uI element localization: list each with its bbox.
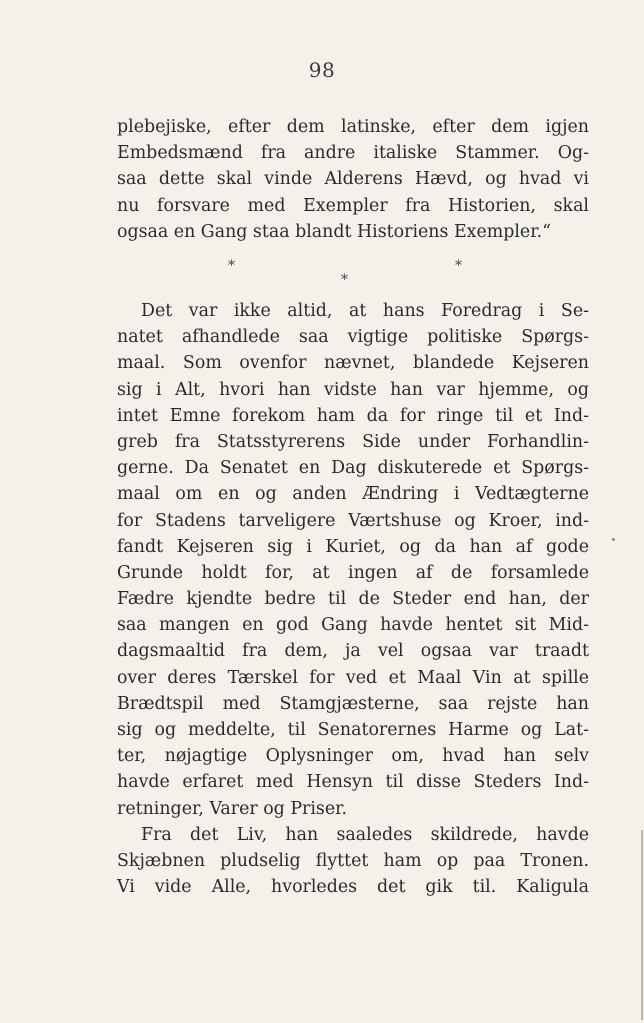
paragraph-continued xyxy=(117,114,589,245)
text-line: Grunde holdt for, at ingen af de forsamlede xyxy=(117,562,589,583)
asterisk-icon: * xyxy=(455,258,462,274)
paragraph-main xyxy=(117,298,589,900)
text-line: greb fra Statsstyrerens Side under Forhandlin- xyxy=(117,431,589,452)
text-line: intet Emne forekom ham da for ringe til et Ind- xyxy=(117,405,589,426)
text-line: ter, nøjagtige Oplysninger om, hvad han selv xyxy=(117,746,589,767)
page-edge-shadow xyxy=(641,830,643,1020)
text-line: Vi vide Alle, hvorledes det gik til. Kaligula xyxy=(117,877,589,898)
text-line: dagsmaaltid fra dem, ja vel ogsaa var traadt xyxy=(117,641,589,662)
text-line: saa dette skal vinde Alderens Hævd, og hvad vi xyxy=(117,169,589,190)
text-line: sig og meddelte, til Senatorernes Harme og Lat- xyxy=(117,720,589,740)
text-line: Fædre kjendte bedre til de Steder end han, der xyxy=(117,589,589,610)
section-separator xyxy=(0,258,644,288)
text-line: saa mangen en god Gang havde hentet sit Mid- xyxy=(117,615,589,636)
text-line: Det var ikke altid, at hans Foredrag i Se- xyxy=(141,301,589,321)
text-line: havde erfaret med Hensyn til disse Steders Ind- xyxy=(117,772,589,793)
asterisk-icon: * xyxy=(341,272,348,288)
paper-speck xyxy=(612,538,615,541)
text-line: sig i Alt, hvori han vidste han var hjemme, og xyxy=(117,379,589,400)
text-line: for Stadens tarveligere Værtshuse og Kroer, ind- xyxy=(117,510,589,531)
text-line: Fra det Liv, han saaledes skildrede, havde xyxy=(141,824,589,845)
text-line: ogsaa en Gang staa blandt Historiens Exempler.“ xyxy=(117,221,552,242)
text-line: Brædtspil med Stamgjæsterne, saa rejste han xyxy=(117,693,589,714)
text-line: gerne. Da Senatet en Dag diskuterede et Spørgs- xyxy=(117,458,589,479)
text-line: fandt Kejseren sig i Kuriet, og da han af gode xyxy=(117,536,589,557)
text-line: nu forsvare med Exempler fra Historien, skal xyxy=(117,195,589,216)
text-line: Embedsmænd fra andre italiske Stammer. Og- xyxy=(117,143,589,164)
text-line: maal om en og anden Ændring i Vedtægterne xyxy=(117,484,589,505)
page-number: 98 xyxy=(308,58,336,82)
text-line: over deres Tærskel for ved et Maal Vin at spille xyxy=(117,667,589,688)
text-line: Skjæbnen pludselig flyttet ham op paa Tronen. xyxy=(117,850,589,871)
asterisk-icon: * xyxy=(228,258,235,274)
text-line: maal. Som ovenfor nævnet, blandede Kejseren xyxy=(117,353,589,374)
text-line: retninger, Varer og Priser. xyxy=(117,798,348,819)
text-line: natet afhandlede saa vigtige politiske Spørgs- xyxy=(117,327,589,348)
text-line: plebejiske, efter dem latinske, efter dem igjen xyxy=(117,117,589,137)
